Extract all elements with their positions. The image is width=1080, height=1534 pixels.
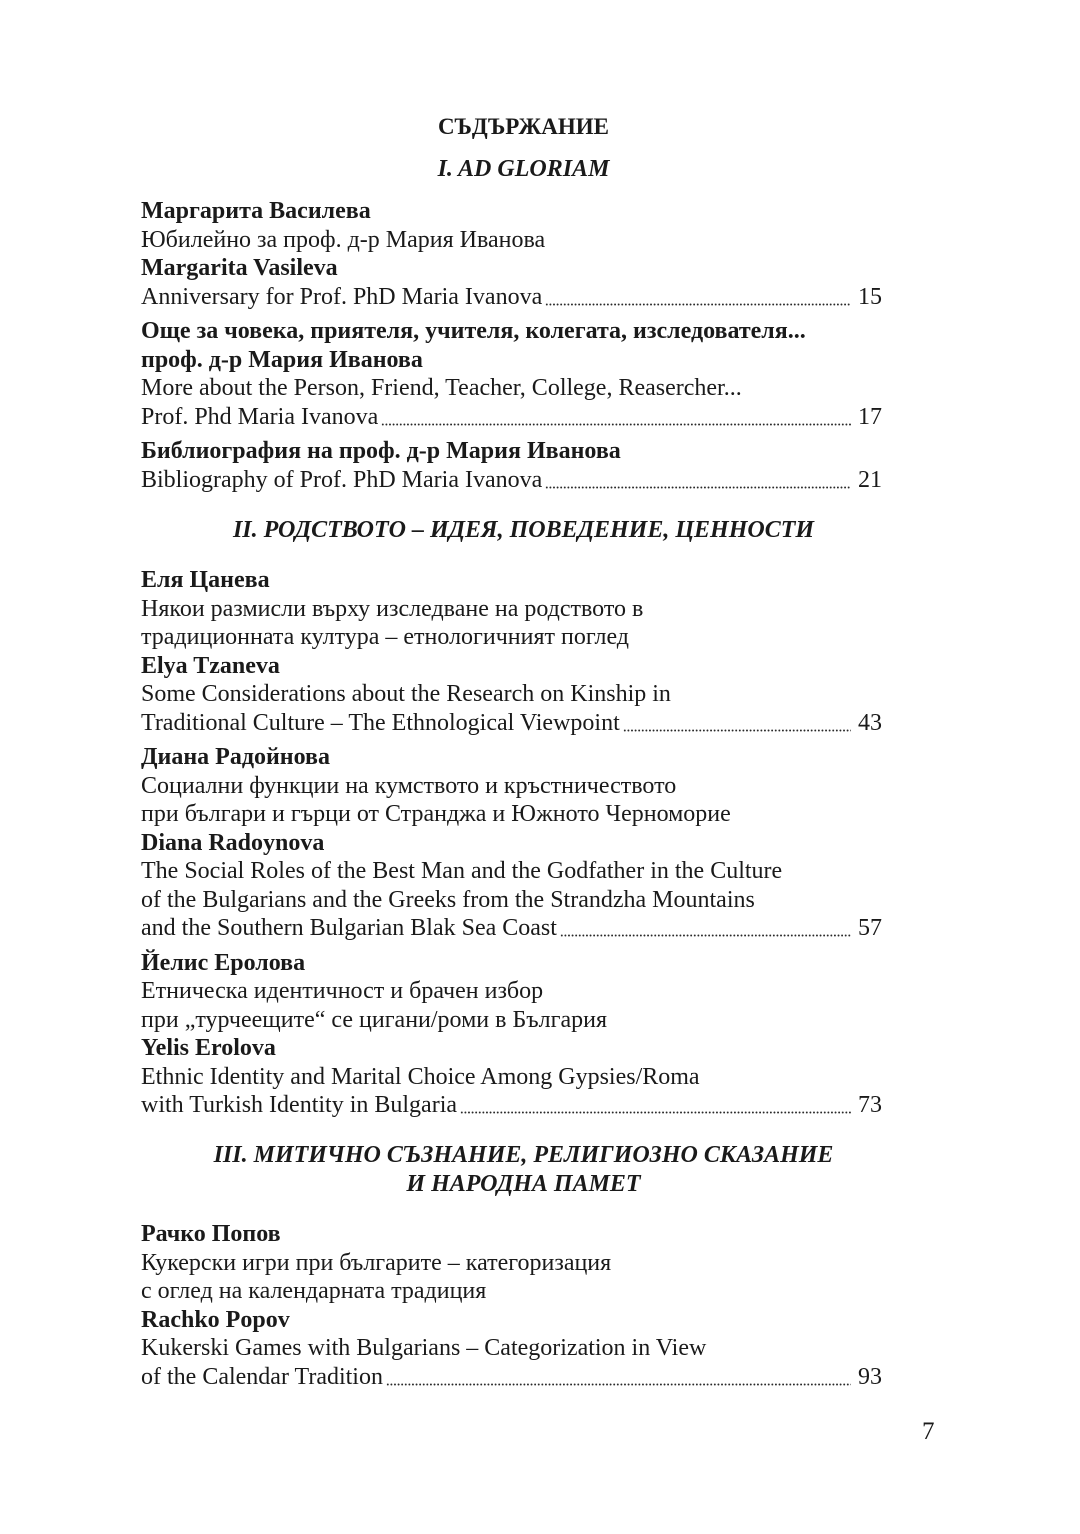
article-title-en: and the Southern Bulgarian Blak Sea Coast <box>141 915 557 941</box>
article-title-en: Prof. Phd Maria Ivanova <box>141 403 379 430</box>
dot-leader <box>460 1091 851 1120</box>
toc-entry-page-line <box>141 466 882 495</box>
article-title-en: with Turkish Identity in Bulgaria <box>141 1092 458 1118</box>
toc-entry <box>141 1220 882 1391</box>
toc-entry <box>141 566 882 737</box>
article-title-en: Kukerski Games with Bulgarians – Categorization in View <box>141 1335 707 1361</box>
section-heading <box>141 155 906 184</box>
article-title-bg: Етническа идентичност и брачен избор <box>141 978 544 1004</box>
article-title-en: of the Bulgarians and the Greeks from the Strandzha Mountains <box>141 886 755 913</box>
article-title-bg: Още за човека, приятеля, учителя, колегата, изследователя... <box>141 318 806 344</box>
page-title: СЪДЪРЖАНИЕ <box>437 114 610 139</box>
toc-entry <box>141 437 882 494</box>
dot-leader <box>381 403 851 432</box>
dot-leader <box>386 1363 851 1392</box>
toc-entry <box>141 949 882 1120</box>
section-heading <box>141 1141 906 1198</box>
toc-entry-page-line <box>141 1363 882 1392</box>
toc-entry-page-line <box>141 403 882 432</box>
author-name-bg: Диана Радойнова <box>141 744 330 770</box>
article-title-bg: Кукерски игри при българите – категоризация <box>141 1249 612 1276</box>
article-title-bg: традиционната култура – етнологичният поглед <box>141 624 630 650</box>
dot-leader <box>545 466 851 495</box>
page-reference: 43 <box>858 709 882 736</box>
page-reference: 21 <box>858 466 882 493</box>
toc-entry-page-line <box>141 283 882 312</box>
dot-leader <box>623 709 851 738</box>
article-title-bg: с оглед на календарната традиция <box>141 1278 487 1304</box>
article-title-en: Anniversary for Prof. PhD Maria Ivanova <box>141 283 543 310</box>
page-reference: 57 <box>858 915 882 941</box>
toc-entry-page-line <box>141 914 882 943</box>
article-title-en: Some Considerations about the Research on Kinship in <box>141 681 671 707</box>
article-title-bg: проф. д-р Мария Иванова <box>141 346 423 373</box>
toc-entry <box>141 197 882 311</box>
article-title-bg: Библиография на проф. д-р Мария Иванова <box>141 438 621 464</box>
section-heading-line: II. РОДСТВОТО – ИДЕЯ, ПОВЕДЕНИЕ, ЦЕННОСТИ <box>232 516 815 543</box>
author-name-bg: Маргарита Василева <box>141 198 371 224</box>
article-title-en: More about the Person, Friend, Teacher, College, Reasercher... <box>141 375 742 401</box>
author-name-en: Margarita Vasileva <box>141 255 338 281</box>
article-title-en: of the Calendar Tradition <box>141 1363 383 1390</box>
section-heading <box>141 516 906 545</box>
toc-entry <box>141 743 882 943</box>
article-title-en: The Social Roles of the Best Man and the Godfather in the Culture <box>141 858 783 884</box>
article-title-bg: Някои размисли върху изследване на родството в <box>141 595 644 622</box>
toc-entry <box>141 317 882 431</box>
dot-leader <box>560 914 851 943</box>
article-title-bg: при „турчеещите“ се цигани/роми в България <box>141 1006 607 1033</box>
table-of-contents <box>141 113 882 1391</box>
section-mythical-consciousness <box>141 1141 882 1391</box>
dot-leader <box>545 283 851 312</box>
author-name-bg: Рачко Попов <box>141 1221 281 1247</box>
page-reference: 15 <box>858 283 882 310</box>
section-ad-gloriam <box>141 155 882 494</box>
author-name-en: Rachko Popov <box>141 1306 290 1333</box>
author-name-en: Elya Tzaneva <box>141 652 280 679</box>
article-title-bg: Социални функции на кумството и кръстничеството <box>141 772 677 799</box>
page-reference: 73 <box>858 1092 882 1118</box>
section-heading-line: И НАРОДНА ПАМЕТ <box>406 1170 641 1197</box>
author-name-bg: Еля Цанева <box>141 567 270 593</box>
section-heading-line: III. МИТИЧНО СЪЗНАНИЕ, РЕЛИГИОЗНО СКАЗАНИЕ <box>213 1142 834 1168</box>
author-name-en: Yelis Erolova <box>141 1035 276 1061</box>
section-heading-line: I. AD GLORIAM <box>437 156 610 182</box>
toc-entry-page-line <box>141 1091 882 1120</box>
article-title-bg: Юбилейно за проф. д-р Мария Иванова <box>141 226 546 253</box>
author-name-en: Diana Radoynova <box>141 829 325 856</box>
article-title-en: Ethnic Identity and Marital Choice Among Gypsies/Roma <box>141 1063 700 1090</box>
article-title-en: Bibliography of Prof. PhD Maria Ivanova <box>141 466 543 493</box>
page-reference: 17 <box>858 403 882 430</box>
page-reference: 93 <box>858 1363 882 1390</box>
section-kinship <box>141 516 882 1120</box>
page-number: 7 <box>922 1418 935 1445</box>
toc-entry-page-line <box>141 709 882 738</box>
author-name-bg: Йелис Еролова <box>141 949 306 976</box>
article-title-bg: при българи и гърци от Странджа и Южното Черноморие <box>141 801 731 827</box>
article-title-en: Traditional Culture – The Ethnological Viewpoint <box>141 709 620 736</box>
